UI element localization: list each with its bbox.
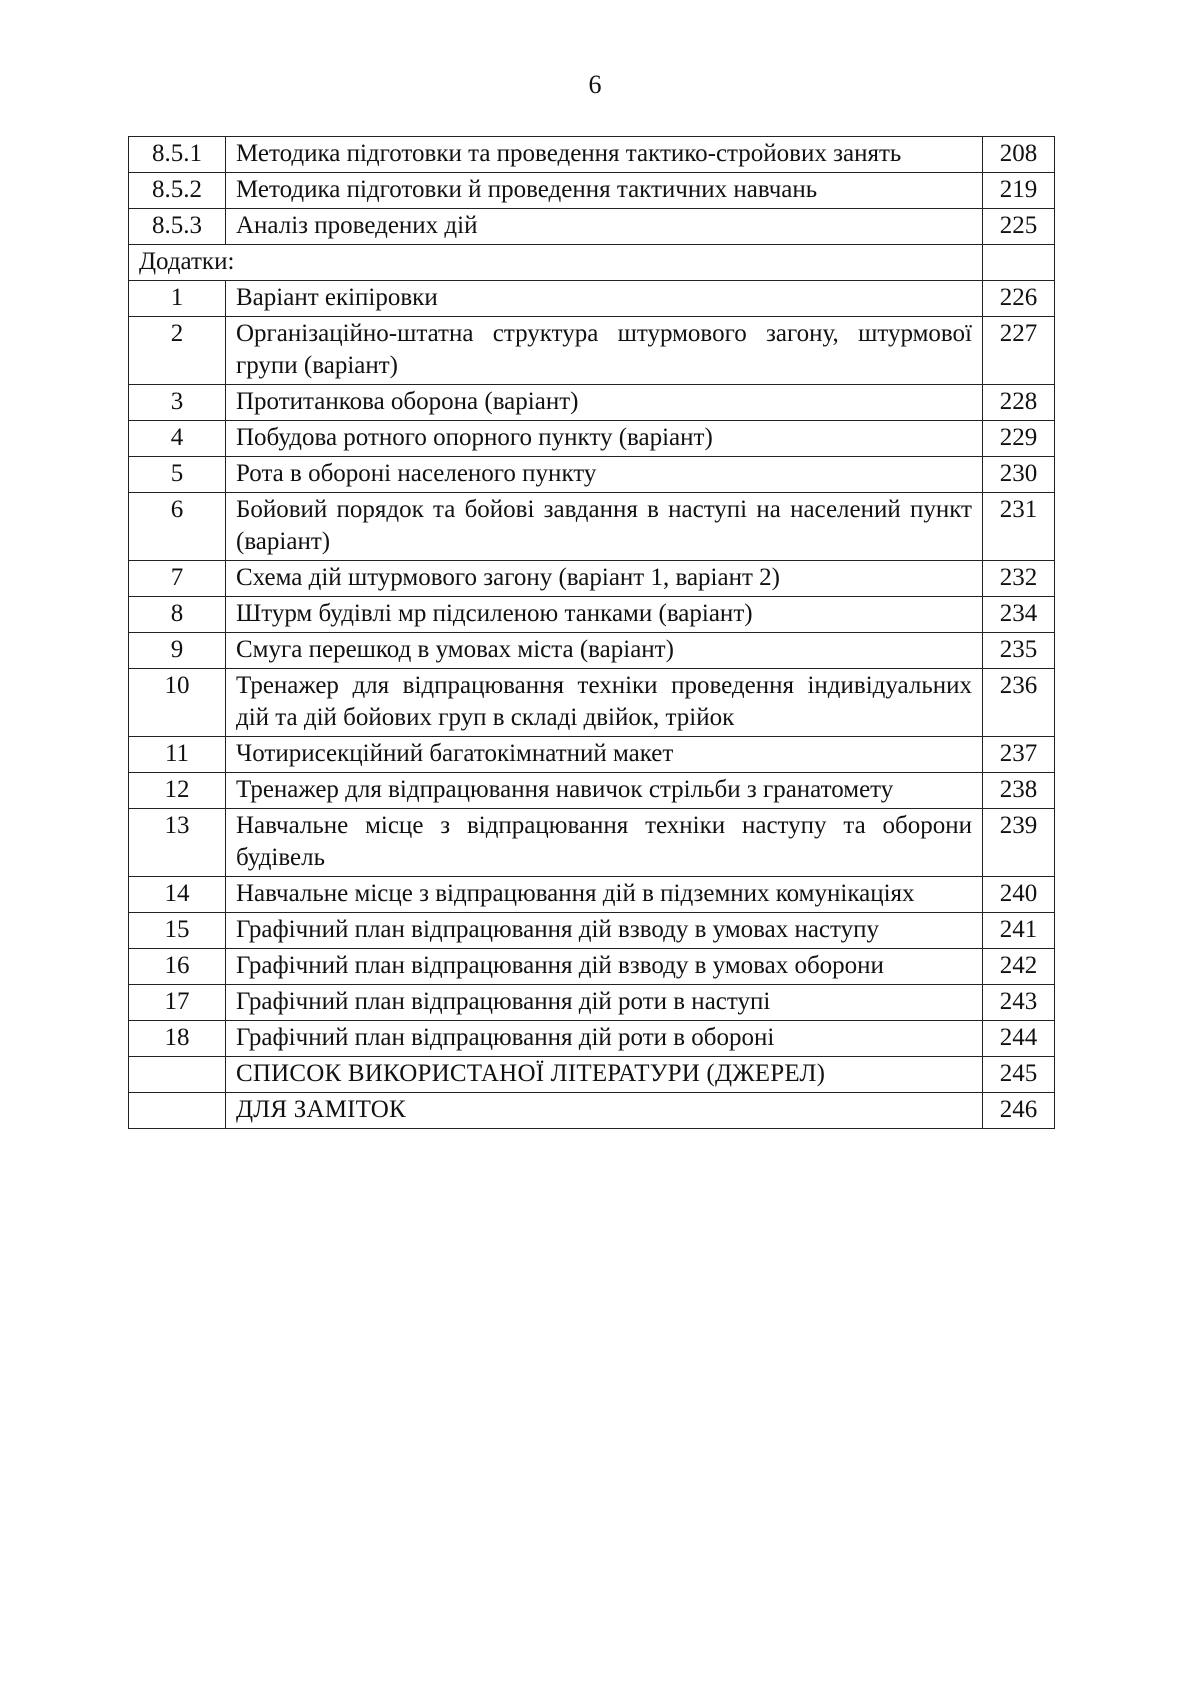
toc-entry-title: Бойовий порядок та бойові завдання в наступі на населений пункт (варіант) [226, 493, 983, 561]
toc-appendix-number: 11 [129, 737, 226, 773]
toc-entry-title: Побудова ротного опорного пункту (варіант) [226, 421, 983, 457]
toc-row[interactable] [129, 809, 1055, 877]
toc-body [129, 137, 1055, 1129]
table-of-contents [128, 136, 1055, 1129]
toc-row[interactable] [129, 737, 1055, 773]
toc-appendix-number: 5 [129, 457, 226, 493]
toc-page-number: 236 [983, 669, 1055, 737]
toc-appendix-number: 18 [129, 1021, 226, 1057]
toc-page-number: 227 [983, 317, 1055, 385]
toc-row[interactable] [129, 137, 1055, 173]
toc-page-number: 219 [983, 173, 1055, 209]
toc-entry-title: Рота в обороні населеного пункту [226, 457, 983, 493]
toc-appendix-number: 3 [129, 385, 226, 421]
toc-section-number: 8.5.2 [129, 173, 226, 209]
toc-row[interactable] [129, 773, 1055, 809]
toc-entry-title: СПИСОК ВИКОРИСТАНОЇ ЛІТЕРАТУРИ (ДЖЕРЕЛ) [226, 1057, 983, 1093]
toc-entry-title: Аналіз проведених дій [226, 209, 983, 245]
toc-section-number: 8.5.3 [129, 209, 226, 245]
toc-row[interactable] [129, 949, 1055, 985]
toc-page-number: 246 [983, 1093, 1055, 1129]
toc-page-number: 234 [983, 597, 1055, 633]
toc-entry-title: Схема дій штурмового загону (варіант 1, варіант 2) [226, 561, 983, 597]
toc-row[interactable] [129, 913, 1055, 949]
toc-page-number: 229 [983, 421, 1055, 457]
toc-row[interactable] [129, 385, 1055, 421]
toc-entry-title: Смуга перешкод в умовах міста (варіант) [226, 633, 983, 669]
toc-row[interactable] [129, 281, 1055, 317]
toc-appendix-number: 8 [129, 597, 226, 633]
toc-appendix-number: 13 [129, 809, 226, 877]
toc-page-number: 244 [983, 1021, 1055, 1057]
toc-page-number: 230 [983, 457, 1055, 493]
toc-page-number: 242 [983, 949, 1055, 985]
toc-page-number: 240 [983, 877, 1055, 913]
toc-row[interactable] [129, 669, 1055, 737]
appendix-heading: Додатки: [129, 245, 983, 281]
toc-row[interactable] [129, 561, 1055, 597]
toc-page-number: 245 [983, 1057, 1055, 1093]
toc-row[interactable] [129, 493, 1055, 561]
toc-page-number: 225 [983, 209, 1055, 245]
toc-appendix-heading-row [129, 245, 1055, 281]
toc-row[interactable] [129, 1057, 1055, 1093]
toc-appendix-number: 17 [129, 985, 226, 1021]
toc-appendix-number: 4 [129, 421, 226, 457]
toc-entry-title: Навчальне місце з відпрацювання дій в підземних комунікаціях [226, 877, 983, 913]
toc-row[interactable] [129, 1093, 1055, 1129]
toc-page-number: 226 [983, 281, 1055, 317]
page-number: 6 [588, 70, 602, 99]
toc-row[interactable] [129, 317, 1055, 385]
toc-appendix-number: 10 [129, 669, 226, 737]
toc-page-number: 238 [983, 773, 1055, 809]
toc-appendix-number [129, 1057, 226, 1093]
toc-appendix-number [129, 1093, 226, 1129]
toc-appendix-number: 16 [129, 949, 226, 985]
toc-entry-title: Тренажер для відпрацювання техніки проведення індивідуальних дій та дій бойових груп в складі двійок, трійок [226, 669, 983, 737]
toc-row[interactable] [129, 633, 1055, 669]
toc-entry-title: Тренажер для відпрацювання навичок стрільби з гранатомету [226, 773, 983, 809]
toc-entry-title: Варіант екіпіровки [226, 281, 983, 317]
toc-row[interactable] [129, 173, 1055, 209]
toc-entry-title: Графічний план відпрацювання дій взводу в умовах оборони [226, 949, 983, 985]
toc-appendix-number: 1 [129, 281, 226, 317]
toc-entry-title: Чотирисекційний багатокімнатний макет [226, 737, 983, 773]
toc-entry-title: ДЛЯ ЗАМІТОК [226, 1093, 983, 1129]
toc-page-number: 237 [983, 737, 1055, 773]
toc-entry-title: Методика підготовки й проведення тактичних навчань [226, 173, 983, 209]
toc-appendix-number: 7 [129, 561, 226, 597]
toc-entry-title: Графічний план відпрацювання дій роти в обороні [226, 1021, 983, 1057]
toc-page-number: 232 [983, 561, 1055, 597]
toc-appendix-number: 2 [129, 317, 226, 385]
toc-entry-title: Штурм будівлі мр підсиленою танками (варіант) [226, 597, 983, 633]
toc-entry-title: Навчальне місце з відпрацювання техніки наступу та оборони будівель [226, 809, 983, 877]
toc-row[interactable] [129, 1021, 1055, 1057]
toc-appendix-number: 9 [129, 633, 226, 669]
toc-page-number: 228 [983, 385, 1055, 421]
toc-appendix-number: 12 [129, 773, 226, 809]
toc-page-number: 241 [983, 913, 1055, 949]
toc-appendix-number: 14 [129, 877, 226, 913]
toc-appendix-number: 6 [129, 493, 226, 561]
toc-entry-title: Методика підготовки та проведення тактико-стройових занять [226, 137, 983, 173]
toc-entry-title: Організаційно-штатна структура штурмового загону, штурмової групи (варіант) [226, 317, 983, 385]
toc-row[interactable] [129, 421, 1055, 457]
toc-page-number: 208 [983, 137, 1055, 173]
toc-row[interactable] [129, 457, 1055, 493]
toc-section-number: 8.5.1 [129, 137, 226, 173]
toc-entry-title: Протитанкова оборона (варіант) [226, 385, 983, 421]
toc-page-number-empty [983, 245, 1055, 281]
toc-row[interactable] [129, 985, 1055, 1021]
toc-page-number: 239 [983, 809, 1055, 877]
toc-page-number: 231 [983, 493, 1055, 561]
toc-entry-title: Графічний план відпрацювання дій взводу в умовах наступу [226, 913, 983, 949]
toc-row[interactable] [129, 597, 1055, 633]
toc-row[interactable] [129, 209, 1055, 245]
toc-entry-title: Графічний план відпрацювання дій роти в наступі [226, 985, 983, 1021]
toc-appendix-number: 15 [129, 913, 226, 949]
toc-page-number: 235 [983, 633, 1055, 669]
toc-row[interactable] [129, 877, 1055, 913]
toc-page-number: 243 [983, 985, 1055, 1021]
